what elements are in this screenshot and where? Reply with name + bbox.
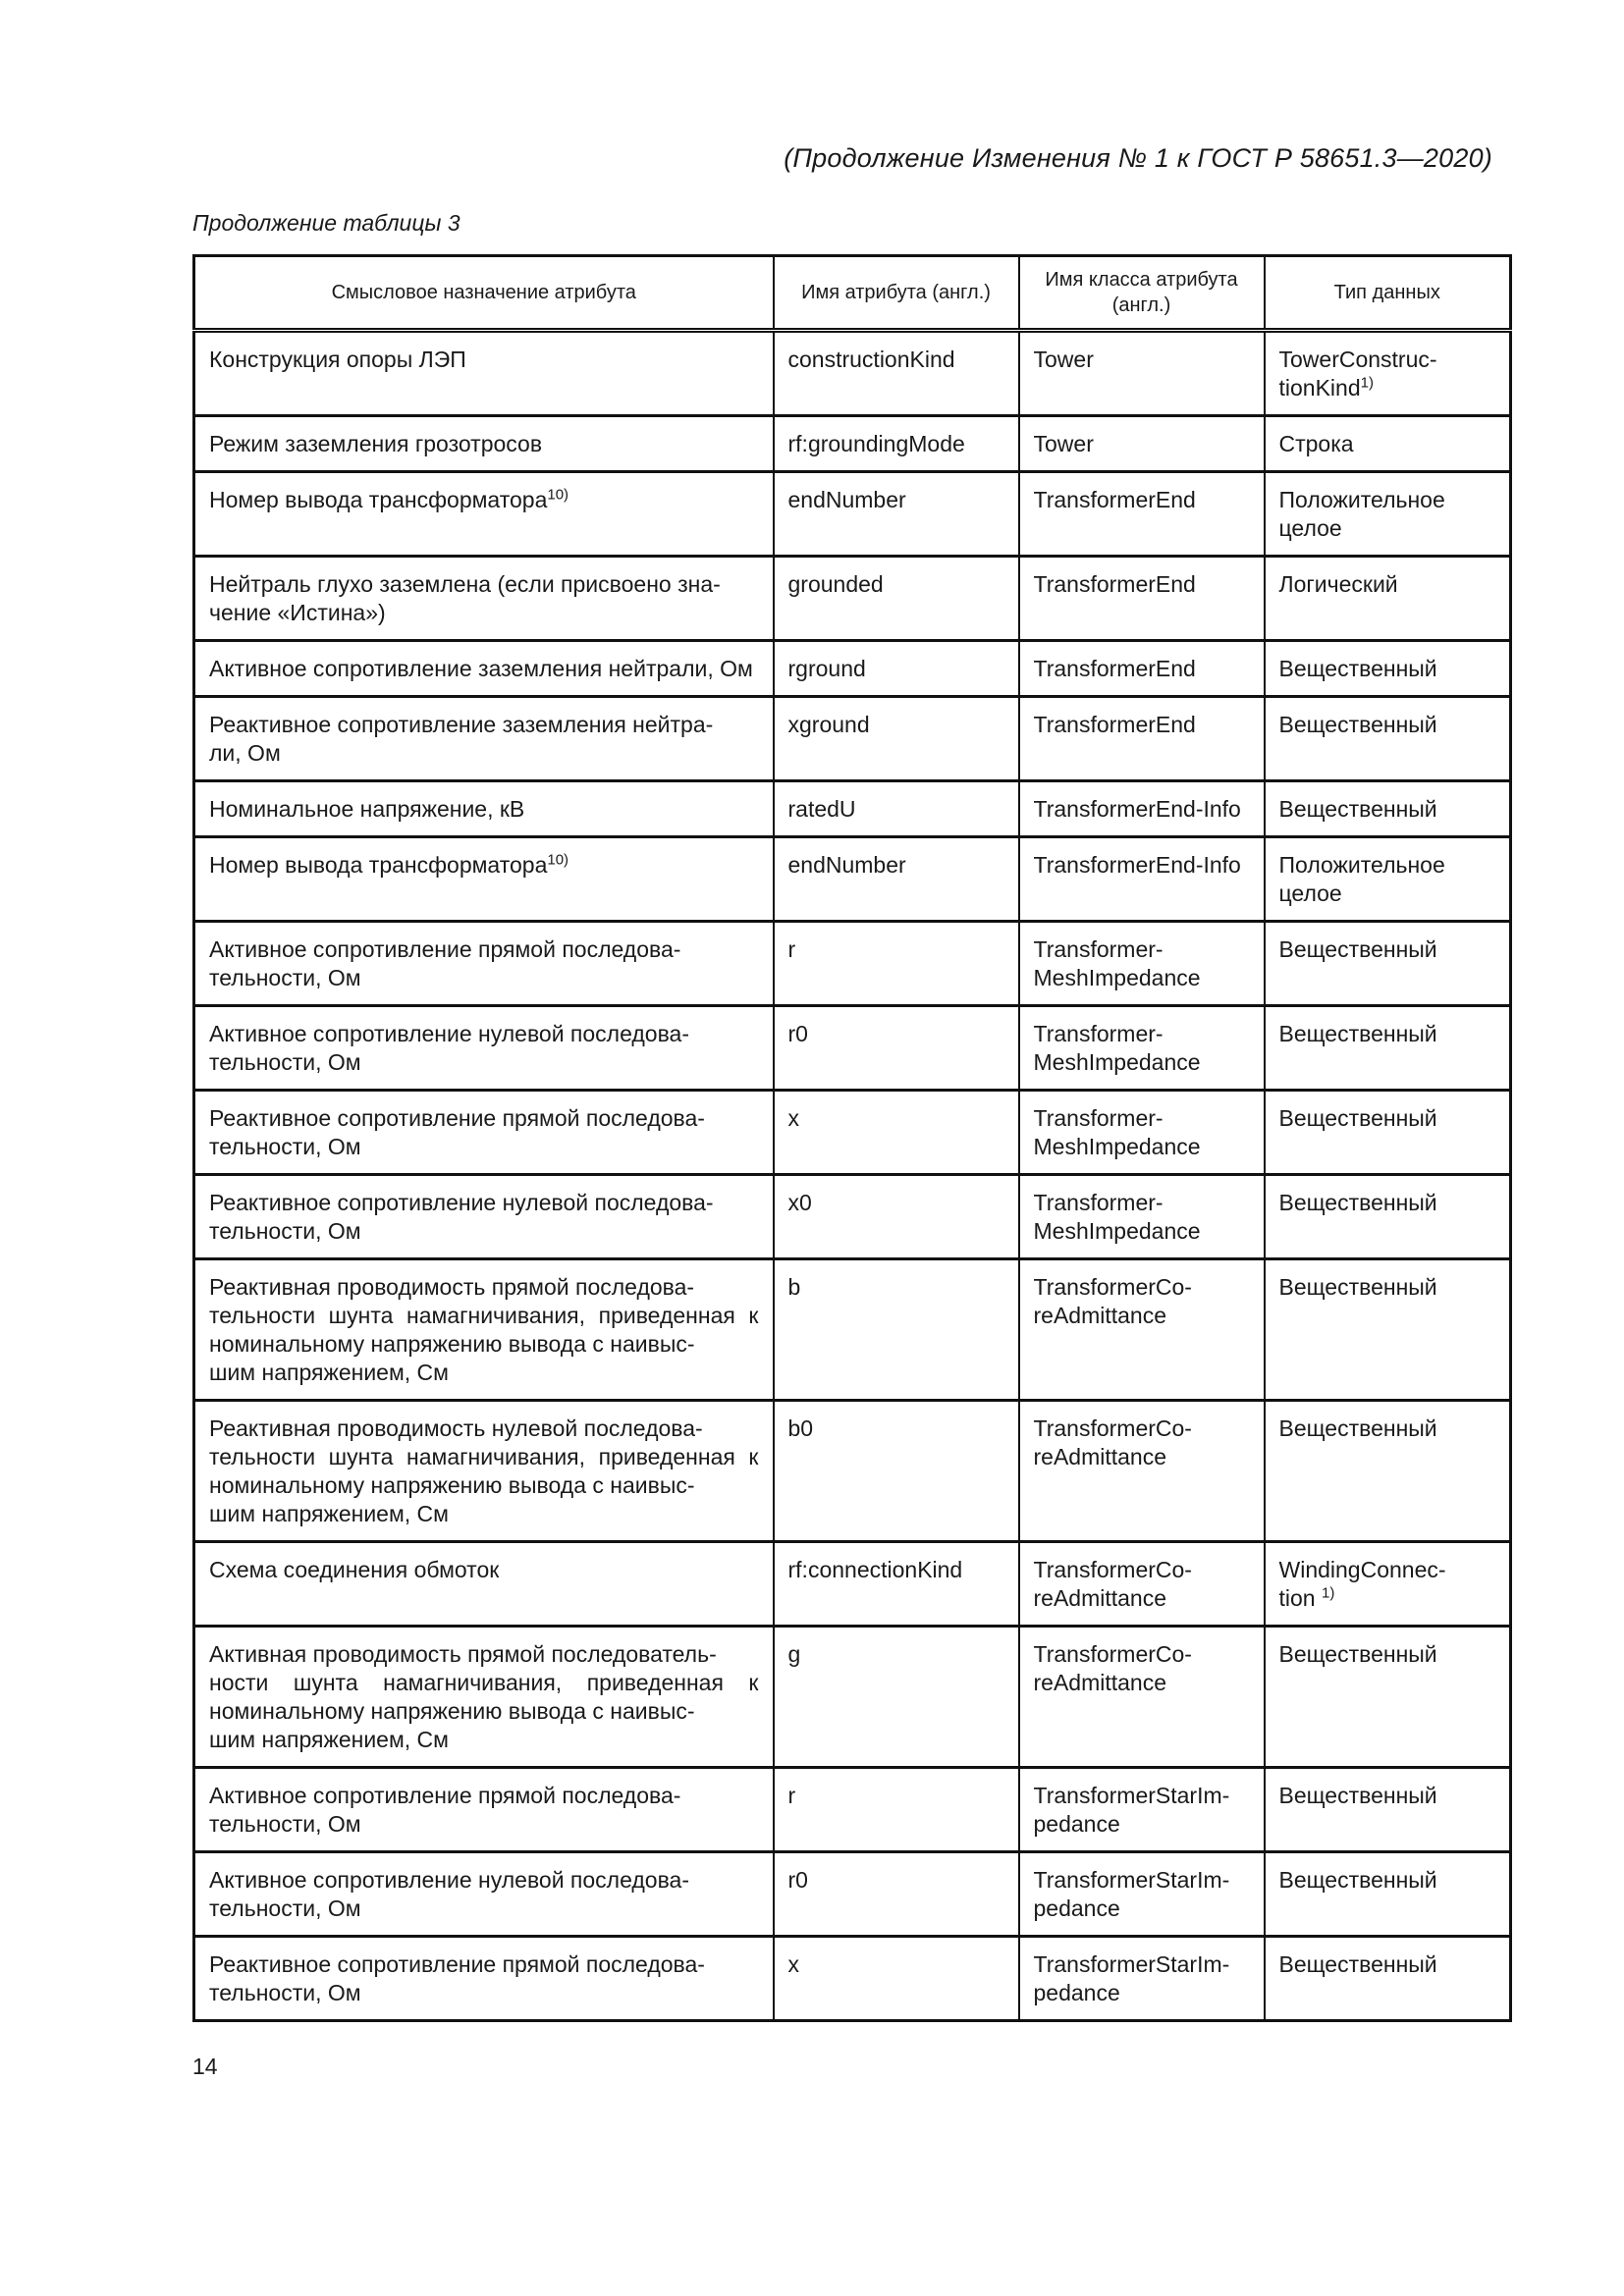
data-type-text: Логический xyxy=(1278,571,1398,597)
meaning-text: Активное сопротивление прямой последова- тельности, Ом xyxy=(209,1783,681,1837)
attribute-name-text: xground xyxy=(787,712,870,737)
meaning-cell xyxy=(194,1259,774,1401)
data-type-cell xyxy=(1265,331,1511,416)
class-name-text: Transformer-MeshImpedance xyxy=(1033,1105,1201,1159)
class-name-cell xyxy=(1019,416,1265,472)
attribute-name-text: constructionKind xyxy=(787,347,955,372)
attribute-name-cell xyxy=(774,697,1019,781)
data-type-cell xyxy=(1265,781,1511,837)
table-row xyxy=(194,1259,1511,1401)
attribute-name-cell xyxy=(774,331,1019,416)
class-name-cell xyxy=(1019,1401,1265,1542)
meaning-text: Активное сопротивление нулевой последова- тельности, Ом xyxy=(209,1021,690,1075)
table-row xyxy=(194,1937,1511,2021)
data-type-text: Вещественный xyxy=(1278,1641,1437,1667)
data-type-cell xyxy=(1265,1937,1511,2021)
class-name-cell xyxy=(1019,781,1265,837)
table-row xyxy=(194,837,1511,922)
class-name-text: TransformerStarIm- pedance xyxy=(1033,1783,1230,1837)
attribute-name-text: r0 xyxy=(787,1867,808,1893)
data-type-text: Вещественный xyxy=(1278,1951,1437,1977)
attribute-name-cell xyxy=(774,641,1019,697)
class-name-cell xyxy=(1019,1768,1265,1852)
meaning-cell xyxy=(194,557,774,641)
footnote-ref: 1) xyxy=(1360,374,1374,392)
table-row xyxy=(194,331,1511,416)
table-row xyxy=(194,557,1511,641)
meaning-text: Активная проводимость прямой последователь- ности шунта намагничивания, приведенная к номинальному напряжению вывода с наивыс- шим напряжением, См xyxy=(209,1641,759,1752)
meaning-text: Режим заземления грозотросов xyxy=(209,431,543,456)
meaning-text: Номинальное напряжение, кВ xyxy=(209,796,525,822)
data-type-text: Вещественный xyxy=(1278,1021,1437,1046)
table-header-row xyxy=(194,256,1511,331)
attribute-name-text: ratedU xyxy=(787,796,856,822)
attribute-name-cell xyxy=(774,1259,1019,1401)
data-type-cell xyxy=(1265,1006,1511,1091)
attribute-name-cell xyxy=(774,1937,1019,2021)
data-type-text: Вещественный xyxy=(1278,712,1437,737)
class-name-text: TransformerEnd xyxy=(1033,571,1196,597)
attribute-name-cell xyxy=(774,1006,1019,1091)
class-name-text: TransformerEnd xyxy=(1033,656,1196,681)
attribute-name-text: x xyxy=(787,1951,799,1977)
attribute-name-cell xyxy=(774,922,1019,1006)
meaning-cell xyxy=(194,1175,774,1259)
table-row xyxy=(194,1627,1511,1768)
class-name-cell xyxy=(1019,922,1265,1006)
meaning-cell xyxy=(194,837,774,922)
class-name-cell xyxy=(1019,1627,1265,1768)
class-name-cell xyxy=(1019,331,1265,416)
data-type-cell xyxy=(1265,1401,1511,1542)
meaning-cell xyxy=(194,416,774,472)
meaning-cell xyxy=(194,472,774,557)
table-row xyxy=(194,1768,1511,1852)
attribute-name-cell xyxy=(774,557,1019,641)
meaning-text: Реактивная проводимость нулевой последова- тельности шунта намагничивания, приведенная к номинальному напряжению вывода с наивыс- шим напряжением, См xyxy=(209,1415,759,1526)
meaning-text: Реактивное сопротивление заземления нейтра- ли, Ом xyxy=(209,712,714,766)
data-type-text: Вещественный xyxy=(1278,1783,1437,1808)
class-name-cell xyxy=(1019,697,1265,781)
meaning-text: Активное сопротивление прямой последова- тельности, Ом xyxy=(209,936,681,990)
attribute-name-cell xyxy=(774,1175,1019,1259)
table-row xyxy=(194,1542,1511,1627)
data-type-text: Вещественный xyxy=(1278,1105,1437,1131)
class-name-text: Transformer-MeshImpedance xyxy=(1033,1190,1201,1244)
column-header-class-name: Имя класса атрибута (англ.) xyxy=(1019,256,1265,331)
class-name-text: TransformerEnd-Info xyxy=(1033,852,1241,878)
attribute-name-text: x0 xyxy=(787,1190,812,1215)
table-row xyxy=(194,1006,1511,1091)
class-name-cell xyxy=(1019,472,1265,557)
data-type-cell xyxy=(1265,416,1511,472)
class-name-text: Tower xyxy=(1033,431,1094,456)
attribute-name-text: r0 xyxy=(787,1021,808,1046)
data-type-cell xyxy=(1265,1175,1511,1259)
attribute-name-text: g xyxy=(787,1641,801,1667)
meaning-cell xyxy=(194,1937,774,2021)
column-header-meaning: Смысловое назначение атрибута xyxy=(194,256,774,331)
table-row xyxy=(194,781,1511,837)
class-name-text: TransformerStarIm- pedance xyxy=(1033,1951,1230,2005)
table-row xyxy=(194,1175,1511,1259)
meaning-cell xyxy=(194,1542,774,1627)
class-name-cell xyxy=(1019,837,1265,922)
attribute-name-text: grounded xyxy=(787,571,884,597)
attribute-name-cell xyxy=(774,1542,1019,1627)
class-name-text: TransformerCo- reAdmittance xyxy=(1033,1557,1192,1611)
attribute-name-text: r xyxy=(787,936,796,962)
class-name-cell xyxy=(1019,1259,1265,1401)
data-type-text: Вещественный xyxy=(1278,936,1437,962)
class-name-cell xyxy=(1019,1006,1265,1091)
meaning-cell xyxy=(194,1006,774,1091)
class-name-text: TransformerEnd xyxy=(1033,712,1196,737)
attribute-name-text: rground xyxy=(787,656,866,681)
attribute-name-cell xyxy=(774,1852,1019,1937)
table-row xyxy=(194,472,1511,557)
meaning-text: Номер вывода трансформатора xyxy=(209,852,548,878)
attribute-name-text: endNumber xyxy=(787,487,906,512)
meaning-text: Номер вывода трансформатора xyxy=(209,487,548,512)
column-header-attribute-name: Имя атрибута (англ.) xyxy=(774,256,1019,331)
footnote-ref: 1) xyxy=(1321,1584,1335,1602)
data-type-text: Вещественный xyxy=(1278,656,1437,681)
meaning-cell xyxy=(194,697,774,781)
attribute-name-cell xyxy=(774,1768,1019,1852)
meaning-text: Активное сопротивление заземления нейтрали, Ом xyxy=(209,656,753,681)
class-name-cell xyxy=(1019,1852,1265,1937)
meaning-cell xyxy=(194,1768,774,1852)
data-type-text: Вещественный xyxy=(1278,1274,1437,1300)
class-name-text: TransformerEnd-Info xyxy=(1033,796,1241,822)
class-name-cell xyxy=(1019,1175,1265,1259)
attribute-name-cell xyxy=(774,1091,1019,1175)
table-row xyxy=(194,1852,1511,1937)
running-head: (Продолжение Изменения № 1 к ГОСТ Р 58651.3—2020) xyxy=(784,143,1492,173)
data-type-text: TowerConstruc- tionKind xyxy=(1278,347,1437,400)
class-name-text: Tower xyxy=(1033,347,1094,372)
data-type-cell xyxy=(1265,1542,1511,1627)
table-row xyxy=(194,697,1511,781)
footnote-ref: 10) xyxy=(547,851,569,869)
attribute-name-text: b xyxy=(787,1274,801,1300)
data-type-cell xyxy=(1265,697,1511,781)
meaning-cell xyxy=(194,1091,774,1175)
class-name-text: Transformer-MeshImpedance xyxy=(1033,1021,1201,1075)
data-type-cell xyxy=(1265,837,1511,922)
attribute-name-text: r xyxy=(787,1783,796,1808)
meaning-text: Активное сопротивление нулевой последова- тельности, Ом xyxy=(209,1867,690,1921)
attribute-name-text: b0 xyxy=(787,1415,814,1441)
class-name-cell xyxy=(1019,641,1265,697)
class-name-cell xyxy=(1019,1091,1265,1175)
meaning-cell xyxy=(194,331,774,416)
meaning-cell xyxy=(194,1852,774,1937)
page-number: 14 xyxy=(192,2054,218,2079)
table-row xyxy=(194,922,1511,1006)
data-type-cell xyxy=(1265,1768,1511,1852)
attribute-name-cell xyxy=(774,781,1019,837)
meaning-text: Нейтраль глухо заземлена (если присвоено зна- чение «Истина») xyxy=(209,571,721,625)
meaning-cell xyxy=(194,1627,774,1768)
attribute-name-cell xyxy=(774,416,1019,472)
class-name-text: TransformerCo- reAdmittance xyxy=(1033,1274,1192,1328)
attribute-name-text: x xyxy=(787,1105,799,1131)
attribute-name-text: endNumber xyxy=(787,852,906,878)
meaning-text: Конструкция опоры ЛЭП xyxy=(209,347,466,372)
class-name-cell xyxy=(1019,557,1265,641)
class-name-text: TransformerStarIm- pedance xyxy=(1033,1867,1230,1921)
attribute-name-cell xyxy=(774,837,1019,922)
attribute-name-cell xyxy=(774,472,1019,557)
table-body xyxy=(194,331,1511,2021)
table-caption: Продолжение таблицы 3 xyxy=(192,210,460,236)
data-type-text: Вещественный xyxy=(1278,1190,1437,1215)
data-type-cell xyxy=(1265,1259,1511,1401)
data-type-text: Строка xyxy=(1278,431,1354,456)
class-name-cell xyxy=(1019,1937,1265,2021)
class-name-cell xyxy=(1019,1542,1265,1627)
table-row xyxy=(194,641,1511,697)
column-header-data-type: Тип данных xyxy=(1265,256,1511,331)
data-type-cell xyxy=(1265,557,1511,641)
data-type-text: Положительное целое xyxy=(1278,852,1445,906)
table-row xyxy=(194,1091,1511,1175)
class-name-text: TransformerCo- reAdmittance xyxy=(1033,1641,1192,1695)
meaning-cell xyxy=(194,641,774,697)
data-type-text: Вещественный xyxy=(1278,1867,1437,1893)
data-type-text: Положительное целое xyxy=(1278,487,1445,541)
meaning-text: Схема соединения обмоток xyxy=(209,1557,500,1582)
attribute-name-cell xyxy=(774,1627,1019,1768)
data-type-cell xyxy=(1265,1627,1511,1768)
meaning-text: Реактивная проводимость прямой последова- тельности шунта намагничивания, приведенная к номинальному напряжению вывода с наивыс- шим напряжением, См xyxy=(209,1274,759,1385)
data-type-cell xyxy=(1265,1852,1511,1937)
data-type-cell xyxy=(1265,641,1511,697)
data-type-cell xyxy=(1265,472,1511,557)
data-type-text: Вещественный xyxy=(1278,796,1437,822)
meaning-cell xyxy=(194,922,774,1006)
meaning-cell xyxy=(194,781,774,837)
meaning-text: Реактивное сопротивление прямой последова- тельности, Ом xyxy=(209,1105,705,1159)
footnote-ref: 10) xyxy=(547,486,569,504)
attribute-name-text: rf:groundingMode xyxy=(787,431,965,456)
table-row xyxy=(194,1401,1511,1542)
class-name-text: TransformerCo- reAdmittance xyxy=(1033,1415,1192,1469)
attribute-name-text: rf:connectionKind xyxy=(787,1557,963,1582)
data-type-cell xyxy=(1265,1091,1511,1175)
meaning-text: Реактивное сопротивление нулевой последова- тельности, Ом xyxy=(209,1190,714,1244)
attribute-table xyxy=(192,254,1512,2022)
table-row xyxy=(194,416,1511,472)
attribute-name-cell xyxy=(774,1401,1019,1542)
meaning-text: Реактивное сопротивление прямой последова- тельности, Ом xyxy=(209,1951,705,2005)
data-type-cell xyxy=(1265,922,1511,1006)
class-name-text: Transformer-MeshImpedance xyxy=(1033,936,1201,990)
data-type-text: WindingConnec- tion xyxy=(1278,1557,1446,1611)
class-name-text: TransformerEnd xyxy=(1033,487,1196,512)
data-type-text: Вещественный xyxy=(1278,1415,1437,1441)
meaning-cell xyxy=(194,1401,774,1542)
